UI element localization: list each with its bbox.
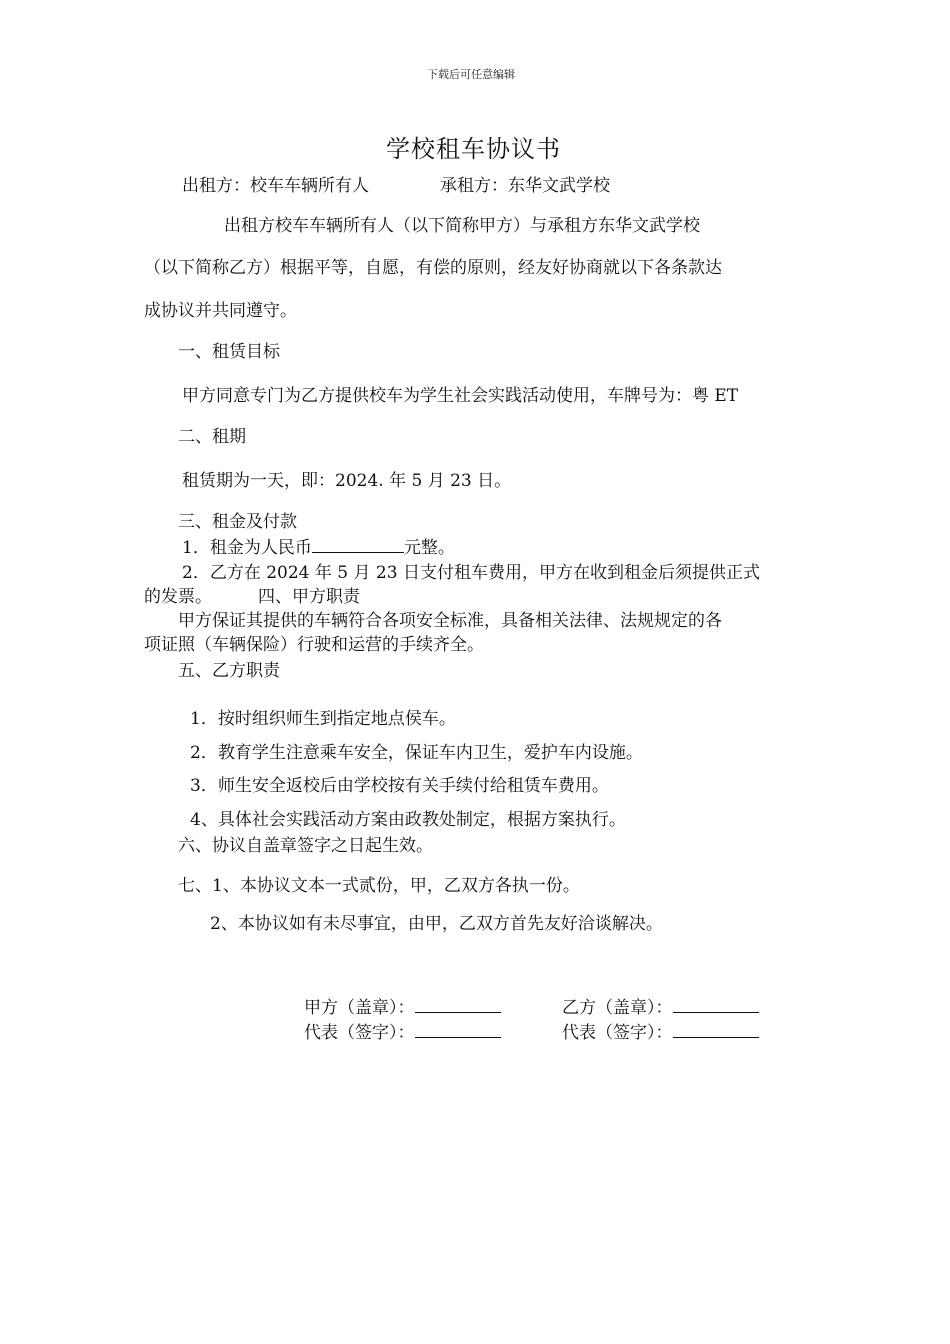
payment-line-1: 2．乙方在 2024 年 5 月 23 日支付租车费用，甲方在收到租金后须提供正式 (182, 563, 760, 583)
party-b-seal-blank (673, 996, 759, 1013)
section-1-heading: 一、租赁目标 (178, 342, 280, 362)
lessor-label: 出租方：校车车辆所有人 (182, 176, 369, 196)
section-4-line-1: 甲方保证其提供的车辆符合各项安全标准，具备相关法律、法规规定的各 (178, 611, 722, 631)
party-a-seal-label: 甲方（盖章）： (304, 998, 415, 1018)
section-3-heading: 三、租金及付款 (178, 512, 297, 532)
intro-line-1: 出租方校车车辆所有人（以下简称甲方）与承租方东华文武学校 (224, 216, 700, 236)
rent-amount-line (182, 536, 455, 559)
section-2-body: 租赁期为一天，即：2024. 年 5 月 23 日。 (182, 471, 512, 491)
rent-amount-prefix: 1．租金为人民币 (182, 538, 312, 558)
party-b-seal-label: 乙方（盖章）： (562, 998, 673, 1018)
party-a-seal (304, 996, 501, 1019)
duty-item-2: 2．教育学生注意乘车安全，保证车内卫生，爱护车内设施。 (190, 743, 643, 763)
section-6: 六、协议自盖章签字之日起生效。 (178, 836, 433, 856)
section-4-line-2: 项证照（车辆保险）行驶和运营的手续齐全。 (144, 635, 484, 655)
section-5-heading: 五、乙方职责 (178, 661, 280, 681)
section-7-item-1: 七、1、本协议文本一式贰份，甲，乙双方各执一份。 (178, 876, 580, 896)
duty-item-3: 3．师生安全返校后由学校按有关手续付给租赁车费用。 (190, 776, 609, 796)
section-2-heading: 二、租期 (178, 427, 246, 447)
section-1-body: 甲方同意专门为乙方提供校车为学生社会实践活动使用，车牌号为：粤 ET (182, 386, 739, 406)
watermark-text: 下载后可任意编辑 (427, 68, 515, 81)
party-b-seal (562, 996, 759, 1019)
section-4-heading: 四、甲方职责 (258, 587, 360, 607)
party-a-rep (304, 1021, 501, 1044)
rent-amount-suffix: 元整。 (403, 538, 455, 558)
party-b-rep-blank (673, 1021, 759, 1038)
party-b-rep-label: 代表（签字）： (562, 1023, 673, 1043)
party-b-rep (562, 1021, 759, 1044)
duty-item-4: 4、具体社会实践活动方案由政教处制定，根据方案执行。 (190, 810, 626, 830)
party-a-rep-label: 代表（签字）： (304, 1023, 415, 1043)
party-a-seal-blank (415, 996, 501, 1013)
document-title: 学校租车协议书 (386, 135, 561, 163)
lessee-label: 承租方：东华文武学校 (440, 176, 610, 196)
rent-amount-blank (312, 536, 404, 553)
section-7-item-2: 2、本协议如有未尽事宜，由甲，乙双方首先友好洽谈解决。 (210, 914, 663, 934)
intro-line-2: （以下简称乙方）根据平等，自愿，有偿的原则，经友好协商就以下各条款达 (144, 258, 722, 278)
intro-line-3: 成协议并共同遵守。 (144, 301, 297, 321)
party-a-rep-blank (415, 1021, 501, 1038)
duty-item-1: 1．按时组织师生到指定地点侯车。 (190, 709, 456, 729)
payment-line-2: 的发票。 (144, 587, 212, 607)
